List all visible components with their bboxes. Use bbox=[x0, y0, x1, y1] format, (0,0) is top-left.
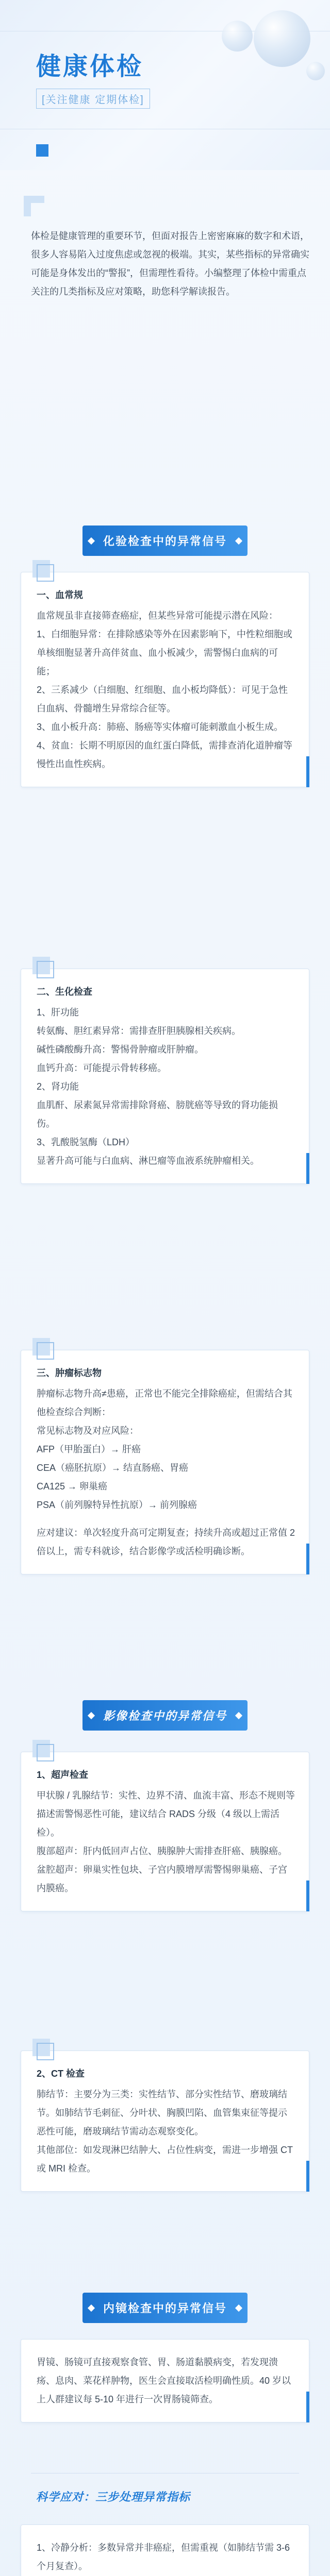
bubble-decoration bbox=[222, 21, 253, 52]
card-line: 3、乳酸脱氢酶（LDH） bbox=[37, 1137, 135, 1147]
card-heading: 二、生化检查 bbox=[37, 987, 92, 997]
intro-text: 体检是健康管理的重要环节，但面对报告上密密麻麻的数字和术语，很多人容易陷入过度焦虑或忽视的极端。其实，某些指标的异常确实可能是身体发出的“警报”，但需理性看待。小编整理了体检中需重点关注的几类指标及应对策略，助您科学解读报告。 bbox=[31, 231, 309, 297]
card-endoscopy bbox=[21, 2339, 309, 2422]
section-banner-label: 化验检查中的异常信号 bbox=[103, 535, 227, 548]
accent-stripe bbox=[306, 756, 309, 787]
corner-square-decoration bbox=[36, 144, 48, 157]
card-line: 1、白细胞异常：在排除感染等外在因素影响下，中性粒细胞或单核细胞显著升高伴贫血、血小板减少，需警惕白血病的可能； bbox=[37, 629, 293, 676]
square-outline-decoration bbox=[37, 961, 54, 978]
bubble-decoration bbox=[254, 10, 310, 67]
card-line: 1、冷静分析：多数异常并非癌症，但需重视（如肺结节需 3-6 个月复查）。 bbox=[37, 2543, 290, 2571]
square-outline-decoration bbox=[37, 1342, 54, 1360]
card-line: 血肌酐、尿素氮异常需排除肾癌、膀胱癌等导致的肾功能损伤。 bbox=[37, 1100, 278, 1129]
corner-bracket-decoration bbox=[24, 196, 44, 216]
accent-stripe bbox=[306, 2392, 309, 2422]
diamond-icon bbox=[88, 2304, 95, 2311]
card-line: 常见标志物及对应风险： bbox=[37, 1426, 139, 1436]
accent-stripe bbox=[306, 2161, 309, 2192]
square-outline-decoration bbox=[37, 2043, 54, 2060]
card-ultrasound bbox=[21, 1752, 309, 1911]
card-line: 血钙升高：可能提示骨转移癌。 bbox=[37, 1063, 167, 1073]
accent-stripe bbox=[306, 1544, 309, 1574]
section-banner-lab bbox=[82, 526, 248, 556]
card-text: 胃镜、肠镜可直接观察食管、胃、肠道黏膜病变，若发现溃疡、息肉、菜花样肿物，医生会直接取活检明确性质。40 岁以上人群建议每 5-10 年进行一次胃肠镜筛查。 bbox=[37, 2357, 291, 2404]
card-line: 4、贫血：长期不明原因的血红蛋白降低，需排查消化道肿瘤等慢性出血性疾病。 bbox=[37, 740, 293, 769]
card-line: 转氨酶、胆红素异常：需排查肝胆胰腺相关疾病。 bbox=[37, 1026, 241, 1036]
card-heading: 1、超声检查 bbox=[37, 1770, 89, 1780]
card-heading: 一、血常规 bbox=[37, 590, 83, 600]
section-banner-label: 影像检查中的异常信号 bbox=[103, 1709, 227, 1722]
card-line: 3、血小板升高：肺癌、肠癌等实体瘤可能刺激血小板生成。 bbox=[37, 722, 284, 732]
card-line: 肺结节：主要分为三类：实性结节、部分实性结节、磨玻璃结节。如肺结节毛刺征、分叶状、胸膜凹陷、血管集束征等提示恶性可能，磨玻璃结节需动态观察变化。 bbox=[37, 2089, 287, 2137]
header-banner bbox=[0, 0, 330, 170]
diamond-icon bbox=[88, 537, 95, 544]
square-outline-decoration bbox=[37, 564, 54, 582]
card-ct bbox=[21, 2050, 309, 2192]
card-line: 其他部位：如发现淋巴结肿大、占位性病变，需进一步增强 CT 或 MRI 检查。 bbox=[37, 2145, 293, 2174]
card-line: 2、肾功能 bbox=[37, 1081, 79, 1092]
card-blood-routine bbox=[21, 572, 309, 787]
card-line: 甲状腺 / 乳腺结节：实性、边界不清、血流丰富、形态不规则等描述需警惕恶性可能，建议结合 RADS 分级（4 级以上需活检）。 bbox=[37, 1790, 295, 1838]
actions-title: 科学应对：三步处理异常指标 bbox=[36, 2490, 191, 2503]
card-heading: 2、CT 检查 bbox=[37, 2069, 85, 2079]
card-line: 腹部超声：肝内低回声占位、胰腺肿大需排查肝癌、胰腺癌。 bbox=[37, 1846, 287, 1856]
card-line: CA125 → 卵巢癌 bbox=[37, 1481, 108, 1492]
diamond-icon bbox=[88, 1711, 95, 1719]
card-line: 2、三系减少（白细胞、红细胞、血小板均降低）：可见于急性白血病、骨髓增生异常综合征等。 bbox=[37, 685, 288, 714]
section-banner-imaging bbox=[82, 1700, 248, 1731]
diamond-icon bbox=[235, 537, 242, 544]
card-line: PSA（前列腺特异性抗原）→ 前列腺癌 bbox=[37, 1500, 197, 1510]
section-banner-label: 内镜检查中的异常信号 bbox=[103, 2302, 227, 2315]
bubble-decoration bbox=[306, 62, 325, 80]
card-line: 应对建议：单次轻度升高可定期复查；持续升高或超过正常值 2 倍以上，需专科就诊，结合影像学或活检明确诊断。 bbox=[37, 1528, 295, 1556]
page-subtitle: [关注健康 定期体检] bbox=[36, 89, 150, 109]
card-line: AFP（甲胎蛋白）→ 肝癌 bbox=[37, 1444, 141, 1454]
card-line: 1、肝功能 bbox=[37, 1007, 79, 1018]
card-line: 显著升高可能与白血病、淋巴瘤等血液系统肿瘤相关。 bbox=[37, 1156, 259, 1166]
diamond-icon bbox=[235, 1711, 242, 1719]
accent-stripe bbox=[306, 1880, 309, 1911]
page-title: 健康体检 bbox=[36, 53, 144, 80]
card-biochemistry bbox=[21, 969, 309, 1184]
card-line: CEA（癌胚抗原）→ 结直肠癌、胃癌 bbox=[37, 1463, 189, 1473]
diamond-icon bbox=[235, 2304, 242, 2311]
square-outline-decoration bbox=[37, 1744, 54, 1761]
card-tumor-markers bbox=[21, 1350, 309, 1574]
card-line: 盆腔超声：卵巢实性包块、子宫内膜增厚需警惕卵巢癌、子宫内膜癌。 bbox=[37, 1865, 287, 1893]
card-heading: 三、肿瘤标志物 bbox=[37, 1368, 102, 1378]
card-actions bbox=[21, 2524, 309, 2576]
intro-paragraph bbox=[31, 227, 309, 301]
card-line: 血常规虽非直接筛查癌症，但某些异常可能提示潜在风险： bbox=[37, 611, 278, 621]
card-line: 肿瘤标志物升高≠患癌，正常也不能完全排除癌症，但需结合其他检查综合判断： bbox=[37, 1388, 292, 1417]
accent-stripe bbox=[306, 1153, 309, 1184]
card-line: 碱性磷酸酶升高：警惕骨肿瘤或肝肿瘤。 bbox=[37, 1044, 204, 1055]
section-banner-endoscopy bbox=[82, 2293, 248, 2323]
